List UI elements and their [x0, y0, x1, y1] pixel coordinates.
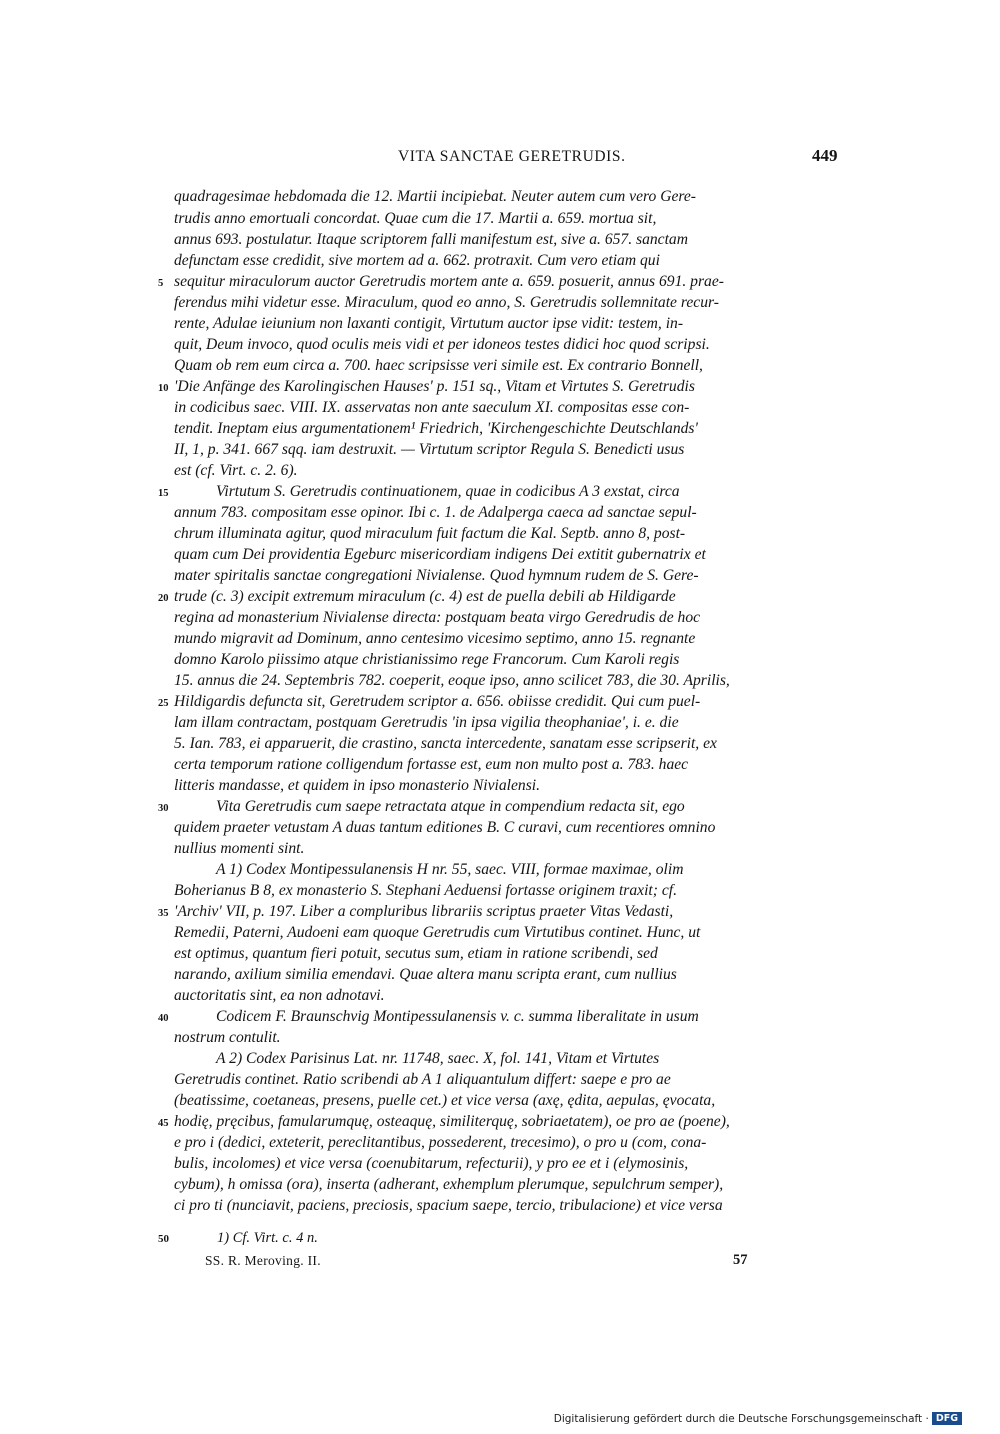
- text-line: annus 693. postulatur. Itaque scriptorem falli manifestum est, sive a. 657. sanctam: [174, 231, 688, 248]
- text-line: quadragesimae hebdomada die 12. Martii incipiebat. Neuter autem cum vero Gere-: [174, 188, 696, 205]
- text-line: hodię, pręcibus, famularumquę, osteaquę, similiterquę, sobriaetatem), oe pro ae (poene),: [174, 1113, 730, 1130]
- sheet-number: 57: [733, 1252, 748, 1268]
- line-number: 10: [158, 383, 169, 394]
- footnote-line-number: 50: [158, 1233, 169, 1245]
- line-number: 15: [158, 488, 169, 499]
- text-line: litteris mandasse, et quidem in ipso monasterio Nivialensi.: [174, 777, 541, 794]
- line-number: 35: [158, 908, 169, 919]
- text-line: regina ad monasterium Nivialense directa: postquam beata virgo Geredrudis de hoc: [174, 609, 701, 626]
- text-line: cybum), h omissa (ora), inserta (adherant, exhemplum plerumque, sepulchrum semper),: [174, 1176, 724, 1193]
- text-line: quit, Deum invoco, quod oculis meis vidi et per idoneos testes didici hoc quod scripsi.: [174, 336, 710, 353]
- dfg-logo: DFG: [932, 1412, 962, 1425]
- text-line: quidem praeter vetustam A duas tantum editiones B. C curavi, cum recentiores omnino: [174, 819, 716, 836]
- text-line: 5. Ian. 783, ei apparuerit, die crastino, sancta intercedente, sanatam esse scripserit, ex: [174, 735, 717, 752]
- digitization-credit: [554, 1412, 962, 1425]
- signature-mark: SS. R. Meroving. II.: [205, 1253, 321, 1268]
- line-number: 5: [158, 278, 164, 289]
- text-line: quam cum Dei providentia Egeburc misericordiam indigens Dei extitit gubernatrix et: [174, 546, 706, 563]
- text-line: certa temporum ratione colligendum fortasse est, eum non multo post a. 783. haec: [174, 756, 689, 773]
- text-line: nullius momenti sint.: [174, 840, 305, 857]
- text-line: Quam ob rem eum circa a. 700. haec scripsisse veri simile est. Ex contrario Bonnell,: [174, 357, 703, 374]
- text-line: ci pro ti (nunciavit, paciens, preciosis, spacium saepe, tercio, tribulacione) et vice versa: [174, 1197, 723, 1214]
- text-line: ferendus mihi videtur esse. Miraculum, quod eo anno, S. Geretrudis sollemnitate recur-: [174, 294, 719, 311]
- text-line: chrum illuminata agitur, quod miraculum fuit factum die Kal. Septb. anno 8, post-: [174, 525, 686, 542]
- text-line: Hildigardis defuncta sit, Geretrudem scriptor a. 656. obiisse credidit. Qui cum puel-: [174, 693, 701, 710]
- text-line: trudis anno emortuali concordat. Quae cum die 17. Martii a. 659. mortua sit,: [174, 210, 657, 227]
- text-line: narando, axilium similia emendavi. Quae altera manu scripta erant, cum nullius: [174, 966, 677, 983]
- footnote: 1) Cf. Virt. c. 4 n.: [217, 1230, 318, 1246]
- line-number: 25: [158, 698, 169, 709]
- text-line: Codicem F. Braunschvig Montipessulanensis v. c. summa liberalitate in usum: [216, 1008, 699, 1025]
- line-number: 40: [158, 1013, 169, 1024]
- text-line: lam illam contractam, postquam Geretrudis 'in ipsa vigilia theophaniae', i. e. die: [174, 714, 679, 731]
- page-number: 449: [812, 146, 838, 165]
- text-line: est (cf. Virt. c. 2. 6).: [174, 462, 298, 479]
- line-number: 45: [158, 1118, 169, 1129]
- text-line: in codicibus saec. VIII. IX. asservatas non ante saeculum XI. compositas esse con-: [174, 399, 690, 416]
- line-number: 20: [158, 593, 169, 604]
- text-line: A 2) Codex Parisinus Lat. nr. 11748, saec. X, fol. 141, Vitam et Virtutes: [216, 1050, 660, 1067]
- credit-text: Digitalisierung gefördert durch die Deutsche Forschungsgemeinschaft ·: [553, 1413, 929, 1425]
- text-line: mater spiritalis sanctae congregationi Nivialense. Quod hymnum rudem de S. Gere-: [174, 567, 699, 584]
- text-line: nostrum contulit.: [174, 1029, 281, 1046]
- text-line: II, 1, p. 341. 667 sqq. iam destruxit. — Virtutum scriptor Regula S. Benedicti usus: [174, 441, 685, 458]
- text-line: e pro i (dedici, exteterit, pereclitantibus, possederent, trecesimo), o pro u (com, cona-: [174, 1134, 707, 1151]
- text-line: defunctam esse credidit, sive mortem ad a. 662. protraxit. Cum vero etiam qui: [174, 252, 660, 269]
- text-line: 15. annus die 24. Septembris 782. coeperit, eoque ipso, anno scilicet 783, die 30. Aprilis,: [174, 672, 730, 689]
- text-line: (beatissime, coetaneas, presens, puelle cet.) et vice versa (axę, ędita, aepulas, ęvocata,: [174, 1092, 716, 1109]
- text-line: domno Karolo piissimo atque christianissimo rege Francorum. Cum Karoli regis: [174, 651, 680, 668]
- text-line: bulis, incolomes) et vice versa (coenubitarum, refecturii), y pro ee et i (elymosinis,: [174, 1155, 689, 1172]
- text-line: 'Archiv' VII, p. 197. Liber a compluribus librariis scriptus praeter Vitas Vedasti,: [174, 903, 674, 920]
- line-number: 30: [158, 803, 169, 814]
- text-line: est optimus, quantum fieri potuit, secutus sum, etiam in ratione scribendi, sed: [174, 945, 658, 962]
- text-line: Vita Geretrudis cum saepe retractata atque in compendium redacta sit, ego: [216, 798, 685, 815]
- text-line: mundo migravit ad Dominum, anno centesimo vicesimo septimo, anno 15. regnante: [174, 630, 696, 647]
- text-line: Geretrudis continet. Ratio scribendi ab A 1 aliquantulum differt: saepe e pro ae: [174, 1071, 671, 1088]
- text-line: auctoritatis sint, ea non adnotavi.: [174, 987, 385, 1004]
- text-line: rente, Adulae ieiunium non laxanti contigit, Virtutum auctor ipse vidit: testem, in-: [174, 315, 684, 332]
- text-line: 'Die Anfänge des Karolingischen Hauses' p. 151 sq., Vitam et Virtutes S. Geretrudis: [174, 378, 695, 395]
- running-title: VITA SANCTAE GERETRUDIS.: [398, 148, 626, 165]
- text-line: sequitur miraculorum auctor Geretrudis mortem ante a. 659. posuerit, annus 691. prae-: [174, 273, 724, 290]
- text-line: A 1) Codex Montipessulanensis H nr. 55, saec. VIII, formae maximae, olim: [216, 861, 684, 878]
- text-line: tendit. Ineptam eius argumentationem¹ Friedrich, 'Kirchengeschichte Deutschlands': [174, 420, 698, 437]
- text-line: Boherianus B 8, ex monasterio S. Stephani Aeduensi fortasse originem traxit; cf.: [174, 882, 677, 899]
- text-line: Virtutum S. Geretrudis continuationem, quae in codicibus A 3 exstat, circa: [216, 483, 680, 500]
- text-line: Remedii, Paterni, Audoeni eam quoque Geretrudis cum Virtutibus continet. Hunc, ut: [174, 924, 701, 941]
- text-line: trude (c. 3) excipit extremum miraculum (c. 4) est de puella debili ab Hildigarde: [174, 588, 676, 605]
- text-line: annum 783. compositam esse opinor. Ibi c. 1. de Adalperga caeca ad sanctae sepul-: [174, 504, 697, 521]
